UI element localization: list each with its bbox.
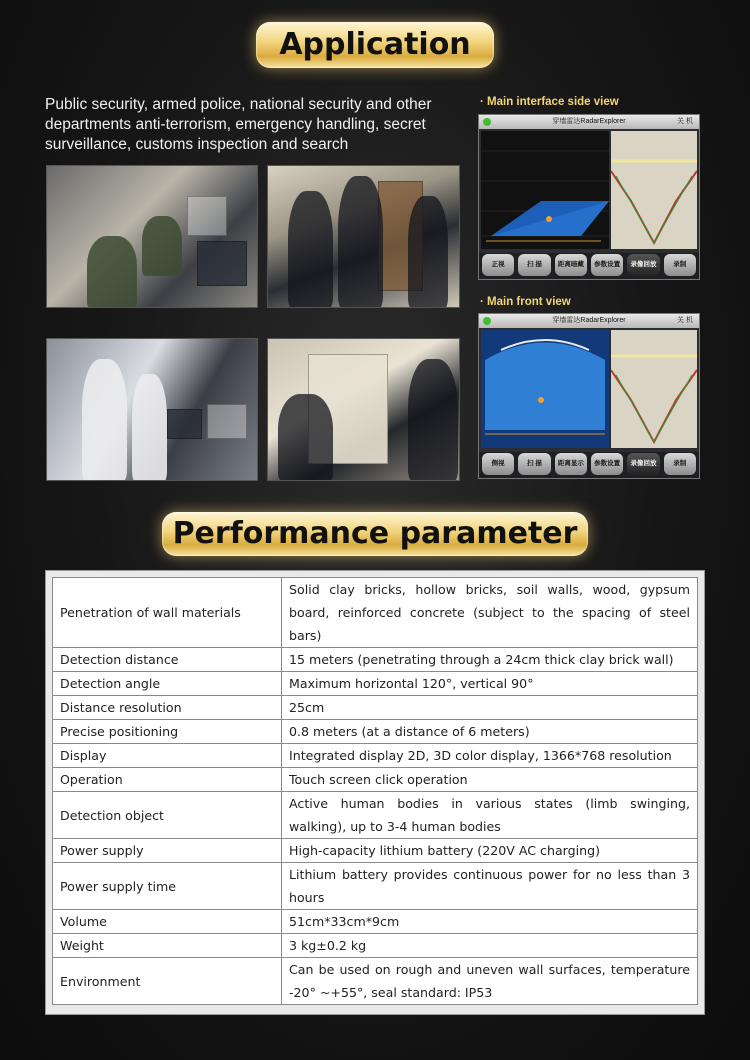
radar-side-button[interactable]: 录制 <box>664 254 696 276</box>
radar-side-close-button[interactable]: 关 机 <box>677 118 693 125</box>
spec-value: Lithium battery provides continuous power for no less than 3 hours <box>282 863 698 910</box>
spec-table <box>52 577 698 1005</box>
spec-row <box>53 958 698 1005</box>
spec-row <box>53 672 698 696</box>
spec-key: Detection object <box>53 792 282 839</box>
radar-front-button[interactable]: 录制 <box>664 453 696 475</box>
radar-front-title-bar <box>479 314 699 328</box>
spec-value: 51cm*33cm*9cm <box>282 910 698 934</box>
spec-value: Touch screen click operation <box>282 768 698 792</box>
application-title-banner <box>256 22 494 68</box>
application-title: Application <box>279 27 471 62</box>
performance-title-banner <box>162 512 588 556</box>
spec-key: Distance resolution <box>53 696 282 720</box>
spec-key: Power supply time <box>53 863 282 910</box>
spec-value: 25cm <box>282 696 698 720</box>
spec-key: Detection angle <box>53 672 282 696</box>
spec-key: Penetration of wall materials <box>53 578 282 648</box>
spec-key: Weight <box>53 934 282 958</box>
radar-front-close-button[interactable]: 关 机 <box>677 317 693 324</box>
radar-front-button-row <box>482 453 696 475</box>
radar-side-button[interactable]: 录像回放 <box>627 254 659 276</box>
radar-front-button[interactable]: 扫 描 <box>518 453 550 475</box>
radar-side-view-screen <box>478 114 700 280</box>
spec-row <box>53 839 698 863</box>
radar-front-sector-plot <box>481 330 609 448</box>
caption-front-view: · Main front view <box>480 296 571 308</box>
performance-title: Performance parameter <box>172 516 578 551</box>
spec-row <box>53 910 698 934</box>
photo-armed-police <box>267 165 460 308</box>
spec-row <box>53 744 698 768</box>
spec-value: 3 kg±0.2 kg <box>282 934 698 958</box>
spec-row <box>53 696 698 720</box>
spec-key: Display <box>53 744 282 768</box>
radar-side-profile-plot <box>611 131 697 249</box>
radar-side-button[interactable]: 扫 描 <box>518 254 550 276</box>
radar-side-body <box>479 129 699 253</box>
spec-value: Solid clay bricks, hollow bricks, soil walls, wood, gypsum board, reinforced concrete (subject to the spacing of steel bars) <box>282 578 698 648</box>
radar-front-view-screen <box>478 313 700 479</box>
radar-side-title-bar <box>479 115 699 129</box>
spec-key: Environment <box>53 958 282 1005</box>
radar-front-button[interactable]: 录像回放 <box>627 453 659 475</box>
spec-key: Volume <box>53 910 282 934</box>
application-intro: Public security, armed police, national security and other departments anti-terrorism, emergency handling, secret surveillance, customs inspection and search <box>45 96 432 153</box>
spec-row <box>53 792 698 839</box>
spec-value: Integrated display 2D, 3D color display, 1366*768 resolution <box>282 744 698 768</box>
photo-container-inspection <box>267 338 460 481</box>
radar-side-button-row <box>482 254 696 276</box>
radar-front-window-title: 穿墙雷达RadarExplorer <box>552 317 626 324</box>
status-dot-icon <box>483 317 491 325</box>
spec-value: Can be used on rough and uneven wall surfaces, temperature -20° ~+55°, seal standard: IP53 <box>282 958 698 1005</box>
radar-front-button[interactable]: 侧视 <box>482 453 514 475</box>
spec-key: Operation <box>53 768 282 792</box>
spec-key: Power supply <box>53 839 282 863</box>
radar-side-button[interactable]: 正视 <box>482 254 514 276</box>
radar-front-body <box>479 328 699 452</box>
status-dot-icon <box>483 118 491 126</box>
spec-row <box>53 863 698 910</box>
spec-row <box>53 578 698 648</box>
radar-front-button[interactable]: 距离显示 <box>555 453 587 475</box>
spec-row <box>53 768 698 792</box>
spec-table-frame <box>45 570 705 1015</box>
spec-key: Precise positioning <box>53 720 282 744</box>
spec-key: Detection distance <box>53 648 282 672</box>
radar-side-window-title: 穿墙雷达RadarExplorer <box>552 118 626 125</box>
spec-value: Active human bodies in various states (limb swinging, walking), up to 3-4 human bodies <box>282 792 698 839</box>
caption-side-view: · Main interface side view <box>480 96 619 108</box>
photo-customs-office <box>46 338 258 481</box>
radar-front-button[interactable]: 参数设置 <box>591 453 623 475</box>
radar-side-button[interactable]: 参数设置 <box>591 254 623 276</box>
spec-row <box>53 934 698 958</box>
spec-value: High-capacity lithium battery (220V AC charging) <box>282 839 698 863</box>
spec-value: 15 meters (penetrating through a 24cm thick clay brick wall) <box>282 648 698 672</box>
spec-value: Maximum horizontal 120°, vertical 90° <box>282 672 698 696</box>
radar-side-3d-plot <box>481 131 609 249</box>
radar-side-button[interactable]: 距离暗藏 <box>555 254 587 276</box>
spec-value: 0.8 meters (at a distance of 6 meters) <box>282 720 698 744</box>
radar-front-profile-plot <box>611 330 697 448</box>
spec-row <box>53 720 698 744</box>
photo-control-room <box>46 165 258 308</box>
spec-row <box>53 648 698 672</box>
